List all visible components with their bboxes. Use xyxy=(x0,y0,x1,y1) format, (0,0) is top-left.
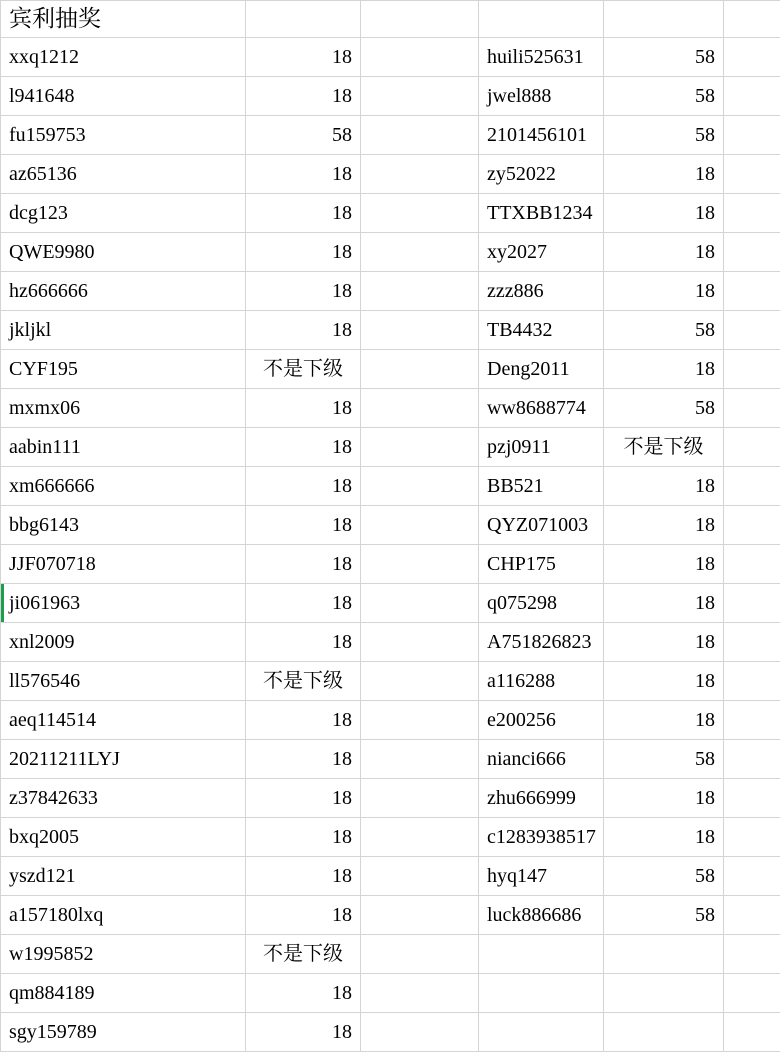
cell-right-value[interactable] xyxy=(604,1013,724,1052)
cell-right-name[interactable]: luck886686 xyxy=(479,896,604,935)
cell-right-value[interactable]: 18 xyxy=(604,545,724,584)
cell-empty[interactable] xyxy=(361,974,479,1013)
table-row xyxy=(1,545,780,584)
cell-right-name[interactable]: BB521 xyxy=(479,467,604,506)
cell-left-value[interactable]: 18 xyxy=(246,857,361,896)
cell-empty[interactable] xyxy=(724,506,780,545)
cell-empty[interactable] xyxy=(724,740,780,779)
cell-left-value[interactable]: 18 xyxy=(246,818,361,857)
cell-left-name[interactable]: z37842633 xyxy=(1,779,246,818)
table-row xyxy=(1,662,780,701)
cell-left-value[interactable]: 18 xyxy=(246,506,361,545)
cell-right-value[interactable] xyxy=(604,974,724,1013)
table-row xyxy=(1,233,780,272)
cell-left-name[interactable]: xm666666 xyxy=(1,467,246,506)
cell-empty[interactable] xyxy=(246,1,361,38)
cell-right-name[interactable]: ww8688774 xyxy=(479,389,604,428)
cell-left-name[interactable]: aeq114514 xyxy=(1,701,246,740)
cell-left-name[interactable]: l941648 xyxy=(1,77,246,116)
cell-right-value[interactable]: 58 xyxy=(604,389,724,428)
cell-left-value[interactable]: 不是下级 xyxy=(246,662,361,701)
cell-right-value[interactable]: 18 xyxy=(604,584,724,623)
cell-right-name[interactable] xyxy=(479,1013,604,1052)
cell-right-name[interactable]: QYZ071003 xyxy=(479,506,604,545)
cell-right-name[interactable]: zhu666999 xyxy=(479,779,604,818)
cell-left-value[interactable]: 18 xyxy=(246,389,361,428)
cell-left-name[interactable]: ji061963 xyxy=(1,584,246,623)
cell-empty[interactable] xyxy=(724,272,780,311)
cell-right-name[interactable]: a116288 xyxy=(479,662,604,701)
table-row xyxy=(1,428,780,467)
cell-right-name[interactable]: A751826823 xyxy=(479,623,604,662)
cell-right-name[interactable]: huili525631 xyxy=(479,38,604,77)
cell-empty[interactable] xyxy=(724,818,780,857)
cell-left-name[interactable]: fu159753 xyxy=(1,116,246,155)
cell-empty[interactable] xyxy=(724,194,780,233)
cell-right-value[interactable]: 18 xyxy=(604,662,724,701)
cell-right-name[interactable]: TTXBB1234 xyxy=(479,194,604,233)
cell-empty[interactable] xyxy=(361,545,479,584)
cell-right-name[interactable]: nianci666 xyxy=(479,740,604,779)
cell-empty[interactable] xyxy=(361,623,479,662)
cell-empty[interactable] xyxy=(361,818,479,857)
cell-left-name[interactable]: ll576546 xyxy=(1,662,246,701)
cell-empty[interactable] xyxy=(724,428,780,467)
cell-left-name[interactable]: JJF070718 xyxy=(1,545,246,584)
table-row xyxy=(1,857,780,896)
table-row xyxy=(1,1013,780,1052)
cell-right-name[interactable]: zy52022 xyxy=(479,155,604,194)
cell-left-value[interactable]: 18 xyxy=(246,545,361,584)
cell-left-name[interactable]: yszd121 xyxy=(1,857,246,896)
cell-empty[interactable] xyxy=(724,857,780,896)
cell-right-value[interactable]: 58 xyxy=(604,857,724,896)
cell-empty[interactable] xyxy=(724,389,780,428)
cell-left-name[interactable]: xnl2009 xyxy=(1,623,246,662)
cell-right-value[interactable]: 18 xyxy=(604,272,724,311)
cell-left-value[interactable]: 18 xyxy=(246,623,361,662)
cell-empty[interactable] xyxy=(361,428,479,467)
table-row xyxy=(1,935,780,974)
cell-left-value[interactable]: 18 xyxy=(246,77,361,116)
table-row xyxy=(1,272,780,311)
cell-left-name[interactable]: CYF195 xyxy=(1,350,246,389)
cell-empty[interactable] xyxy=(361,662,479,701)
cell-left-value[interactable]: 18 xyxy=(246,272,361,311)
cell-left-name[interactable]: bxq2005 xyxy=(1,818,246,857)
cell-right-name[interactable]: 2101456101 xyxy=(479,116,604,155)
cell-right-value[interactable]: 18 xyxy=(604,506,724,545)
cell-right-name[interactable]: q075298 xyxy=(479,584,604,623)
cell-empty[interactable] xyxy=(724,233,780,272)
cell-empty[interactable] xyxy=(604,1,724,38)
cell-empty[interactable] xyxy=(724,1,780,38)
cell-empty[interactable] xyxy=(724,545,780,584)
cell-right-value[interactable]: 58 xyxy=(604,116,724,155)
cell-right-value[interactable]: 不是下级 xyxy=(604,428,724,467)
cell-left-value[interactable]: 18 xyxy=(246,740,361,779)
cell-left-value[interactable]: 18 xyxy=(246,1013,361,1052)
cell-empty[interactable] xyxy=(724,662,780,701)
cell-empty[interactable] xyxy=(724,779,780,818)
cell-empty[interactable] xyxy=(724,701,780,740)
cell-left-value[interactable]: 18 xyxy=(246,155,361,194)
cell-right-value[interactable]: 18 xyxy=(604,623,724,662)
table-row xyxy=(1,584,780,623)
cell-empty[interactable] xyxy=(724,584,780,623)
cell-empty[interactable] xyxy=(361,506,479,545)
cell-right-name[interactable]: xy2027 xyxy=(479,233,604,272)
cell-left-name[interactable]: sgy159789 xyxy=(1,1013,246,1052)
table-row xyxy=(1,818,780,857)
cell-left-name[interactable]: bbg6143 xyxy=(1,506,246,545)
cell-empty[interactable] xyxy=(361,935,479,974)
page-title: 宾利抽奖 xyxy=(1,1,246,38)
cell-empty[interactable] xyxy=(361,740,479,779)
cell-right-value[interactable]: 18 xyxy=(604,194,724,233)
cell-right-value[interactable]: 58 xyxy=(604,896,724,935)
cell-left-name[interactable]: QWE9980 xyxy=(1,233,246,272)
cell-empty[interactable] xyxy=(724,896,780,935)
cell-right-value[interactable]: 58 xyxy=(604,38,724,77)
cell-right-name[interactable]: hyq147 xyxy=(479,857,604,896)
cell-left-value[interactable]: 18 xyxy=(246,584,361,623)
cell-right-value[interactable]: 18 xyxy=(604,350,724,389)
table-row xyxy=(1,350,780,389)
table-body xyxy=(1,1,780,1052)
cell-right-value[interactable]: 18 xyxy=(604,701,724,740)
cell-right-value[interactable] xyxy=(604,935,724,974)
cell-right-value[interactable]: 58 xyxy=(604,311,724,350)
cell-right-name[interactable]: zzz886 xyxy=(479,272,604,311)
cell-right-name[interactable]: Deng2011 xyxy=(479,350,604,389)
table-row xyxy=(1,155,780,194)
cell-empty[interactable] xyxy=(724,935,780,974)
cell-right-value[interactable]: 18 xyxy=(604,818,724,857)
cell-empty[interactable] xyxy=(724,974,780,1013)
cell-left-name[interactable]: qm884189 xyxy=(1,974,246,1013)
cell-right-name[interactable]: jwel888 xyxy=(479,77,604,116)
cell-right-value[interactable]: 18 xyxy=(604,779,724,818)
cell-right-value[interactable]: 58 xyxy=(604,740,724,779)
cell-left-name[interactable]: az65136 xyxy=(1,155,246,194)
cell-left-name[interactable]: dcg123 xyxy=(1,194,246,233)
cell-right-name[interactable] xyxy=(479,974,604,1013)
cell-left-name[interactable]: w1995852 xyxy=(1,935,246,974)
cell-empty[interactable] xyxy=(361,311,479,350)
cell-left-name[interactable]: hz666666 xyxy=(1,272,246,311)
cell-empty[interactable] xyxy=(361,233,479,272)
cell-empty[interactable] xyxy=(724,350,780,389)
table-row xyxy=(1,974,780,1013)
cell-left-name[interactable]: jkljkl xyxy=(1,311,246,350)
cell-empty[interactable] xyxy=(361,194,479,233)
cell-left-name[interactable]: xxq1212 xyxy=(1,38,246,77)
cell-empty[interactable] xyxy=(361,1013,479,1052)
cell-empty[interactable] xyxy=(361,896,479,935)
table-row xyxy=(1,506,780,545)
cell-empty[interactable] xyxy=(724,1013,780,1052)
table-row xyxy=(1,701,780,740)
cell-empty[interactable] xyxy=(361,155,479,194)
cell-right-name[interactable]: e200256 xyxy=(479,701,604,740)
cell-empty[interactable] xyxy=(724,623,780,662)
table-row xyxy=(1,194,780,233)
cell-right-name[interactable]: TB4432 xyxy=(479,311,604,350)
cell-empty[interactable] xyxy=(361,467,479,506)
cell-empty[interactable] xyxy=(361,38,479,77)
cell-left-value[interactable]: 18 xyxy=(246,194,361,233)
cell-left-value[interactable]: 18 xyxy=(246,428,361,467)
cell-right-name[interactable] xyxy=(479,935,604,974)
cell-empty[interactable] xyxy=(479,1,604,38)
cell-right-value[interactable]: 18 xyxy=(604,467,724,506)
table-row xyxy=(1,389,780,428)
cell-left-name[interactable]: 20211211LYJ xyxy=(1,740,246,779)
cell-empty[interactable] xyxy=(724,38,780,77)
cell-left-value[interactable]: 18 xyxy=(246,779,361,818)
table-row xyxy=(1,38,780,77)
table-row xyxy=(1,740,780,779)
cell-empty[interactable] xyxy=(361,584,479,623)
table-row xyxy=(1,77,780,116)
cell-empty[interactable] xyxy=(361,779,479,818)
cell-empty[interactable] xyxy=(361,701,479,740)
cell-empty[interactable] xyxy=(724,311,780,350)
table-row xyxy=(1,467,780,506)
cell-right-name[interactable]: pzj0911 xyxy=(479,428,604,467)
cell-left-value[interactable]: 58 xyxy=(246,116,361,155)
cell-left-name[interactable]: mxmx06 xyxy=(1,389,246,428)
table-row xyxy=(1,116,780,155)
cell-empty[interactable] xyxy=(361,116,479,155)
cell-empty[interactable] xyxy=(361,272,479,311)
cell-left-value[interactable]: 18 xyxy=(246,38,361,77)
cell-empty[interactable] xyxy=(361,350,479,389)
cell-empty[interactable] xyxy=(724,467,780,506)
cell-empty[interactable] xyxy=(361,389,479,428)
cell-empty[interactable] xyxy=(724,77,780,116)
cell-left-value[interactable]: 不是下级 xyxy=(246,350,361,389)
table-row xyxy=(1,779,780,818)
cell-right-name[interactable]: c1283938517 xyxy=(479,818,604,857)
cell-right-value[interactable]: 18 xyxy=(604,233,724,272)
cell-left-value[interactable]: 18 xyxy=(246,974,361,1013)
cell-empty[interactable] xyxy=(724,116,780,155)
table-row xyxy=(1,623,780,662)
cell-empty[interactable] xyxy=(361,77,479,116)
cell-empty[interactable] xyxy=(724,155,780,194)
cell-left-value[interactable]: 18 xyxy=(246,896,361,935)
cell-left-value[interactable]: 不是下级 xyxy=(246,935,361,974)
cell-left-value[interactable]: 18 xyxy=(246,311,361,350)
cell-left-name[interactable]: a157180lxq xyxy=(1,896,246,935)
cell-left-name[interactable]: aabin111 xyxy=(1,428,246,467)
cell-left-value[interactable]: 18 xyxy=(246,233,361,272)
cell-right-name[interactable]: CHP175 xyxy=(479,545,604,584)
table-row xyxy=(1,311,780,350)
cell-left-value[interactable]: 18 xyxy=(246,467,361,506)
title-row xyxy=(1,1,780,38)
cell-right-value[interactable]: 18 xyxy=(604,155,724,194)
table-row xyxy=(1,896,780,935)
cell-left-value[interactable]: 18 xyxy=(246,701,361,740)
cell-empty[interactable] xyxy=(361,857,479,896)
cell-right-value[interactable]: 58 xyxy=(604,77,724,116)
cell-empty[interactable] xyxy=(361,1,479,38)
